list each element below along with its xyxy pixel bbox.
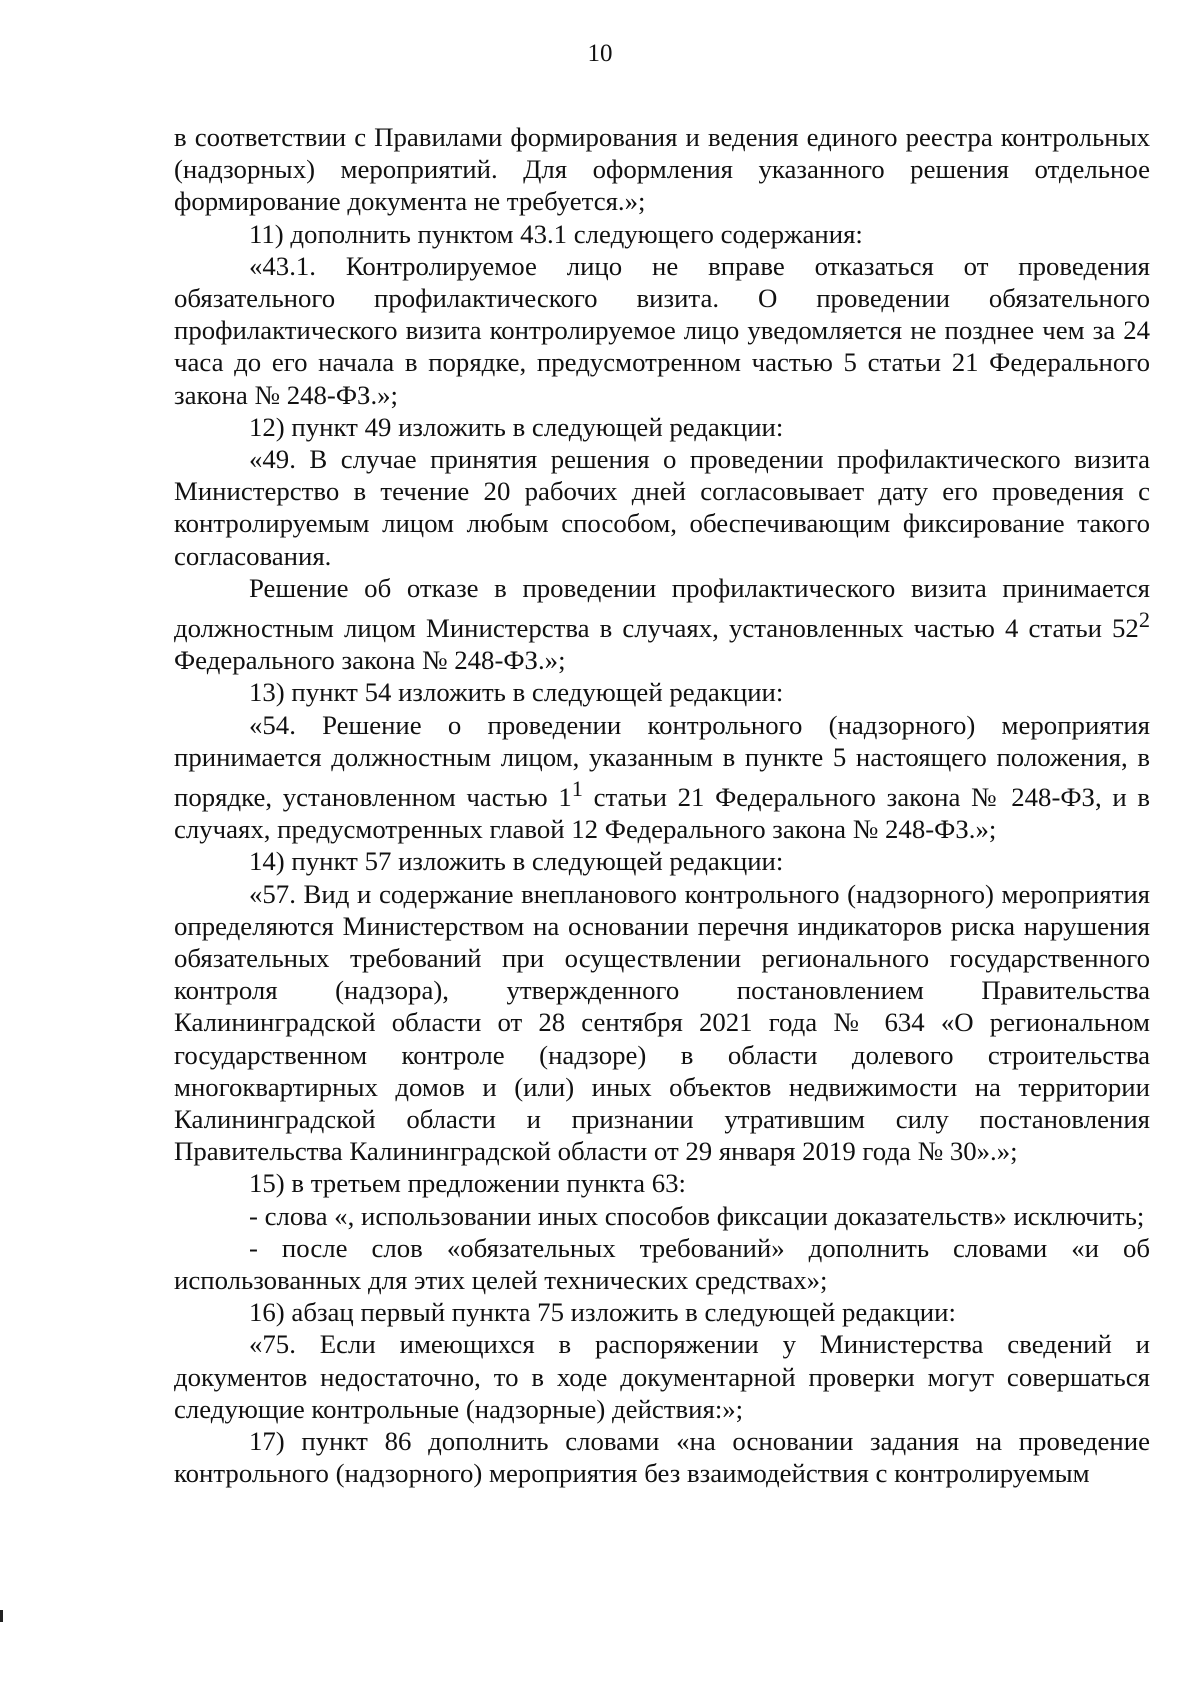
paragraph: в соответствии с Правилами формирования и ведения единого реестра контрольных (надзорных) мероприятий. Для оформления указанного решения отдельное формирование документа не требуется.»; bbox=[174, 122, 1150, 217]
list-item: - после слов «обязательных требований» дополнить словами «и об использованных для этих целей технических средствах»; bbox=[174, 1232, 1150, 1295]
paragraph-text: Решение об отказе в проведении профилактического визита принимается должностным лицом Министерства в случаях, установленных частью 4 статьи 52 bbox=[174, 572, 1150, 643]
paragraph: 16) абзац первый пункта 75 изложить в следующей редакции: bbox=[249, 1297, 956, 1328]
page-number: 10 bbox=[587, 40, 613, 67]
paragraph bbox=[174, 572, 1150, 677]
superscript: 1 bbox=[571, 775, 583, 801]
paragraph: «75. Если имеющихся в распоряжении у Министерства сведений и документов недостаточно, то в ходе документарной проверки могут совершаться следующие контрольные (надзорные) действия:»; bbox=[174, 1329, 1150, 1424]
document-body bbox=[174, 121, 1150, 1489]
paragraph-text: статьи 21 Федерального закона № 248-ФЗ, и в случаях, предусмотренных главой 12 Федерального закона № 248-ФЗ.»; bbox=[174, 781, 1151, 845]
paragraph: 14) пункт 57 изложить в следующей редакции: bbox=[249, 846, 784, 877]
paragraph: «57. Вид и содержание внепланового контрольного (надзорного) мероприятия определяются Министерством на основании перечня индикаторов риска нарушения обязательных требований при осуществлении регионального государственного контроля (надзора), утвержденного постановлением Правительства Калининградской области от 28 сентября 2021 года № 634 «О региональном государственном контроле (надзоре) в области долевого строительства многоквартирных домов и (или) иных объектов недвижимости на территории Калининградской области и признании утратившим силу постановления Правительства Калининградской области от 29 января 2019 года № 30».»; bbox=[174, 878, 1150, 1167]
paragraph: 17) пункт 86 дополнить словами «на основании задания на проведение контрольного (надзорного) мероприятия без взаимодействия с контролируемым bbox=[174, 1425, 1150, 1489]
paragraph-text: «54. Решение о проведении контрольного (надзорного) мероприятия принимается должностным лицом, указанным в пункте 5 настоящего положения, в порядке, установленном частью 1 bbox=[174, 709, 1150, 812]
list-item: - слова «, использовании иных способов фиксации доказательств» исключить; bbox=[249, 1200, 1145, 1231]
paragraph-text: Федерального закона № 248-ФЗ.»; bbox=[174, 645, 566, 676]
scan-edge-mark bbox=[0, 1610, 3, 1622]
superscript: 2 bbox=[1138, 607, 1150, 633]
paragraph bbox=[174, 709, 1150, 846]
paragraph: «49. В случае принятия решения о проведении профилактического визита Министерство в течение 20 рабочих дней согласовывает дату его проведения с контролируемым лицом любым способом, обеспечивающим фиксирование такого согласования. bbox=[174, 444, 1150, 571]
paragraph: 15) в третьем предложении пункта 63: bbox=[249, 1168, 686, 1199]
paragraph: 12) пункт 49 изложить в следующей редакции: bbox=[249, 411, 784, 442]
paragraph: «43.1. Контролируемое лицо не вправе отказаться от проведения обязательного профилактического визита. О проведении обязательного профилактического визита контролируемое лицо уведомляется не позднее чем за 24 часа до его начала в порядке, предусмотренном частью 5 статьи 21 Федерального закона № 248-ФЗ.»; bbox=[174, 250, 1150, 410]
paragraph: 13) пункт 54 изложить в следующей редакции: bbox=[249, 677, 784, 708]
paragraph: 11) дополнить пунктом 43.1 следующего содержания: bbox=[249, 218, 863, 249]
